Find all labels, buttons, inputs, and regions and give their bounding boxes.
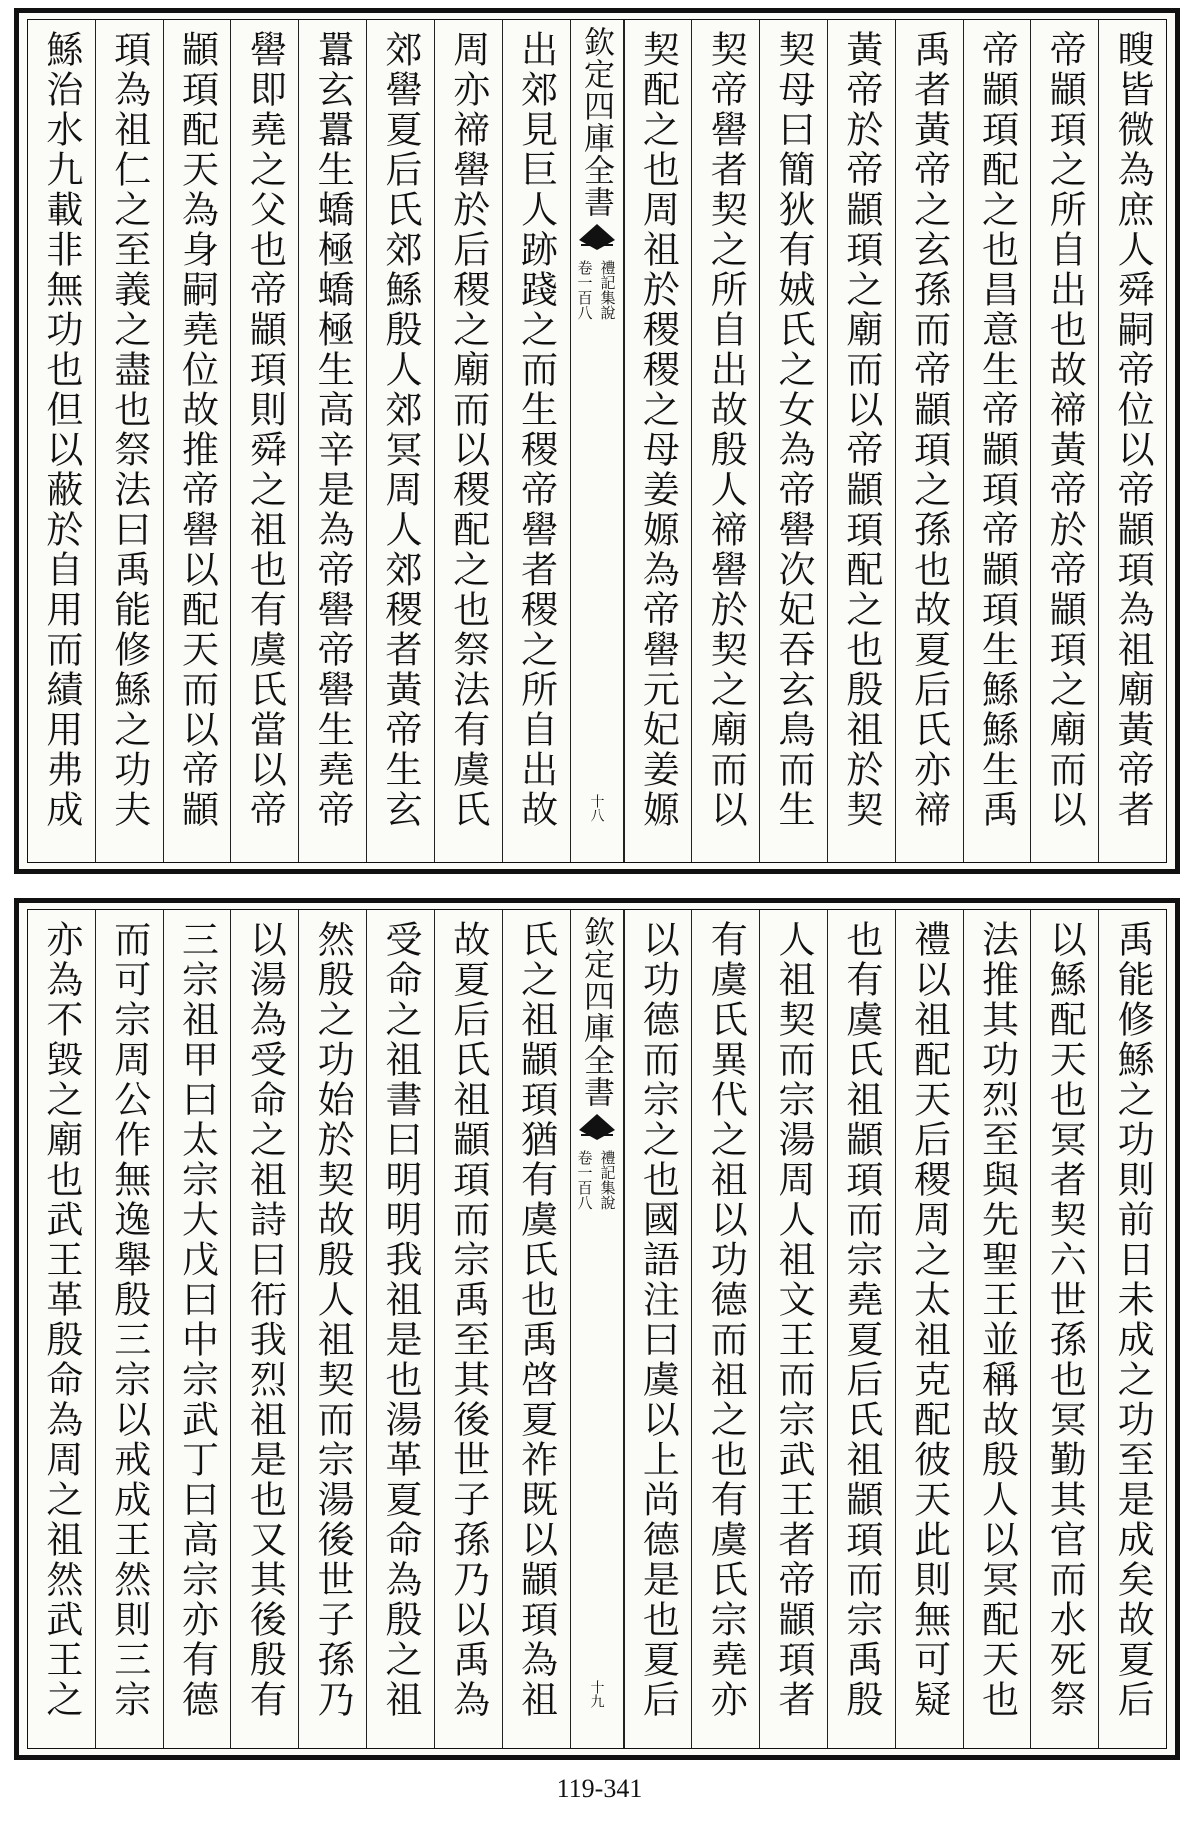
column-text: 也有虞氏祖顓頊而宗堯夏后氏祖顓頊而宗禹殷 xyxy=(839,920,883,1720)
text-column xyxy=(895,20,963,862)
text-column xyxy=(163,910,231,1748)
text-column xyxy=(759,910,827,1748)
text-column xyxy=(1030,20,1098,862)
text-column xyxy=(298,20,366,862)
column-text: 禮以祖配天后稷周之太祖克配彼天此則無可疑 xyxy=(907,920,951,1720)
page-number: 119-341 xyxy=(556,1774,643,1803)
column-text: 囂玄囂生蟜極蟜極生高辛是為帝嚳帝嚳生堯帝 xyxy=(311,30,355,830)
column-text: 嚳即堯之父也帝顓頊則舜之祖也有虞氏當以帝 xyxy=(243,30,287,830)
text-column xyxy=(1098,20,1166,862)
folio-number: 十八 xyxy=(588,794,605,822)
text-column xyxy=(366,20,434,862)
text-column xyxy=(691,910,759,1748)
text-column xyxy=(366,910,434,1748)
text-column xyxy=(95,910,163,1748)
column-text: 故夏后氏祖顓頊而宗禹至其後世子孫乃以禹為 xyxy=(446,920,490,1720)
banner-title: 欽定四庫全書 xyxy=(578,916,614,1108)
text-column xyxy=(28,20,95,862)
text-column xyxy=(624,910,692,1748)
column-text: 以鯀配天也冥者契六世孫也冥勤其官而水死祭 xyxy=(1043,920,1087,1720)
text-column xyxy=(163,20,231,862)
column-text: 亦為不毀之廟也武王革殷命為周之祖然武王之 xyxy=(39,920,83,1720)
text-column xyxy=(827,910,895,1748)
column-text: 以湯為受命之祖詩曰衎我烈祖是也又其後殷有 xyxy=(243,920,287,1720)
fish-tail-ornament-icon xyxy=(579,1114,615,1130)
column-text: 契配之也周祖於稷稷之母姜嫄為帝嚳元妃姜嫄 xyxy=(636,30,680,830)
top-page xyxy=(14,8,1180,874)
text-column xyxy=(434,20,502,862)
column-text: 顓頊配天為身嗣堯位故推帝嚳以配天而以帝顓 xyxy=(175,30,219,830)
banner-volume: 卷一百八 xyxy=(575,260,594,320)
column-text: 受命之祖書曰明明我祖是也湯革夏命為殷之祖 xyxy=(378,920,422,1720)
column-text: 契母曰簡狄有娀氏之女為帝嚳次妃吞玄鳥而生 xyxy=(772,30,816,830)
banner-volume: 卷一百八 xyxy=(575,1150,594,1210)
column-text: 帝顓頊配之也昌意生帝顓頊帝顓頊生鯀鯀生禹 xyxy=(975,30,1019,830)
center-banner xyxy=(570,910,624,1748)
column-text: 出郊見巨人跡踐之而生稷帝嚳者稷之所自出故 xyxy=(514,30,558,830)
text-column xyxy=(1098,910,1166,1748)
text-column xyxy=(502,20,570,862)
bottom-page xyxy=(14,898,1180,1760)
text-column xyxy=(963,910,1031,1748)
banner-title: 欽定四庫全書 xyxy=(578,26,614,218)
center-banner xyxy=(570,20,624,862)
column-text: 周亦禘嚳於后稷之廟而以稷配之也祭法有虞氏 xyxy=(446,30,490,830)
column-text: 三宗祖甲曰太宗大戊曰中宗武丁曰高宗亦有德 xyxy=(175,920,219,1720)
text-column xyxy=(298,910,366,1748)
text-column xyxy=(95,20,163,862)
banner-meta xyxy=(575,260,619,320)
column-text: 黃帝於帝顓頊之廟而以帝顓頊配之也殷祖於契 xyxy=(839,30,883,830)
column-text: 有虞氏異代之祖以功德而祖之也有虞氏宗堯亦 xyxy=(704,920,748,1720)
column-text: 然殷之功始於契故殷人祖契而宗湯後世子孫乃 xyxy=(311,920,355,1720)
column-text: 氏之祖顓頊猶有虞氏也禹啓夏祚既以顓頊為祖 xyxy=(514,920,558,1720)
text-column xyxy=(230,910,298,1748)
column-text: 法推其功烈至與先聖王並稱故殷人以冥配天也 xyxy=(975,920,1019,1720)
banner-meta xyxy=(575,1150,619,1210)
banner-subtitle: 禮記集說 xyxy=(598,260,617,320)
column-text: 禹者黃帝之玄孫而帝顓頊之孫也故夏后氏亦禘 xyxy=(907,30,951,830)
text-column xyxy=(1030,910,1098,1748)
column-text: 頊為祖仁之至義之盡也祭法曰禹能修鯀之功夫 xyxy=(107,30,151,830)
column-text: 契帝嚳者契之所自出故殷人禘嚳於契之廟而以 xyxy=(704,30,748,830)
column-text: 人祖契而宗湯周人祖文王而宗武王者帝顓頊者 xyxy=(772,920,816,1720)
column-text: 鯀治水九載非無功也但以蔽於自用而績用弗成 xyxy=(39,30,83,830)
fish-tail-ornament-icon xyxy=(579,224,615,240)
text-column xyxy=(963,20,1031,862)
text-column xyxy=(230,20,298,862)
text-column xyxy=(759,20,827,862)
folio-number: 十九 xyxy=(588,1680,605,1708)
text-column xyxy=(28,910,95,1748)
text-column xyxy=(434,910,502,1748)
column-text: 而可宗周公作無逸舉殷三宗以戒成王然則三宗 xyxy=(107,920,151,1720)
column-text: 瞍皆微為庶人舜嗣帝位以帝顓頊為祖廟黃帝者 xyxy=(1111,30,1155,830)
bottom-page-columns xyxy=(27,909,1167,1749)
column-text: 以功德而宗之也國語注曰虞以上尚德是也夏后 xyxy=(636,920,680,1720)
banner-subtitle: 禮記集說 xyxy=(598,1150,617,1210)
column-text: 帝顓頊之所自出也故禘黃帝於帝顓頊之廟而以 xyxy=(1043,30,1087,830)
text-column xyxy=(827,20,895,862)
top-page-columns xyxy=(27,19,1167,863)
text-column xyxy=(624,20,692,862)
column-text: 郊嚳夏后氏郊鯀殷人郊冥周人郊稷者黃帝生玄 xyxy=(378,30,422,830)
text-column xyxy=(895,910,963,1748)
text-column xyxy=(691,20,759,862)
column-text: 禹能修鯀之功則前日未成之功至是成矣故夏后 xyxy=(1111,920,1155,1720)
text-column xyxy=(502,910,570,1748)
